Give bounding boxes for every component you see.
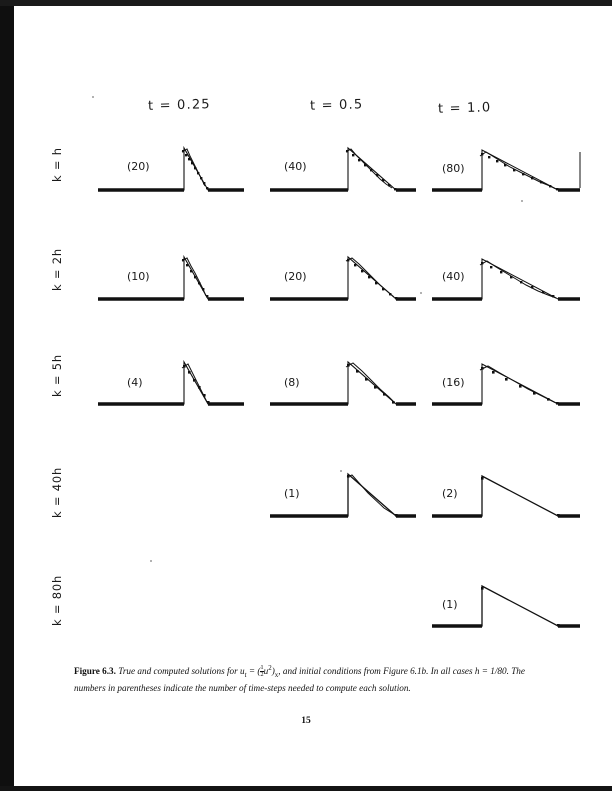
caption-eq-1: = ( (246, 666, 261, 677)
caption-eq-3: ) (271, 666, 275, 677)
scan-edge-bottom (0, 786, 612, 791)
scan-speck (150, 560, 152, 562)
caption-text-1: True and computed solutions for u (118, 666, 245, 677)
caption-sub-x: x (274, 670, 279, 679)
scan-speck (521, 200, 523, 202)
steps-r3-c3: (16) (442, 376, 465, 389)
column-header-t025: t = 0.25 (147, 97, 211, 114)
scan-speck (340, 470, 342, 472)
caption-sub-t: t (244, 670, 247, 679)
row-label-k-40h: k = 40h (50, 466, 64, 518)
steps-r4-c2: (1) (284, 487, 300, 500)
plot-r1-c1 (96, 136, 246, 198)
steps-r1-c3: (80) (442, 162, 465, 175)
steps-r1-c1: (20) (127, 160, 150, 173)
steps-r5-c3: (1) (442, 598, 458, 611)
row-label-k-80h: k = 80h (50, 574, 64, 626)
figure-number: Figure 6.3. (74, 666, 116, 677)
scan-edge-top (0, 0, 612, 6)
caption-text-3: solution. (378, 683, 411, 694)
page-number: 15 (301, 716, 311, 726)
row-label-k-h: k = h (50, 147, 64, 182)
plot-r3-c1 (96, 350, 246, 412)
caption-text-2: cases h = 1/80. The numbers in parentheses indicate the number of time-steps needed to compute each (74, 666, 525, 694)
caption-eq-2: u (263, 666, 269, 677)
scan-edge-left (0, 0, 14, 791)
caption-frac-num: 1 (260, 664, 264, 672)
row-label-k-2h: k = 2h (50, 247, 64, 291)
caption-frac-den: 2 (260, 671, 264, 679)
column-header-t10: t = 1.0 (437, 100, 492, 117)
scan-speck (92, 96, 94, 98)
caption-text-1-end: , and initial conditions from Figure 6.1b. In all (278, 666, 451, 677)
figure-caption (74, 662, 538, 695)
steps-r3-c2: (8) (284, 376, 300, 389)
steps-r2-c2: (20) (284, 270, 307, 283)
steps-r3-c1: (4) (127, 376, 143, 389)
plot-r2-c1 (96, 245, 246, 307)
steps-r2-c3: (40) (442, 270, 465, 283)
steps-r4-c3: (2) (442, 487, 458, 500)
caption-sup-2: 2 (268, 664, 272, 672)
scan-speck (420, 292, 422, 294)
steps-r2-c1: (10) (127, 270, 150, 283)
column-header-t05: t = 0.5 (309, 97, 364, 114)
steps-r1-c2: (40) (284, 160, 307, 173)
row-label-k-5h: k = 5h (50, 353, 64, 397)
